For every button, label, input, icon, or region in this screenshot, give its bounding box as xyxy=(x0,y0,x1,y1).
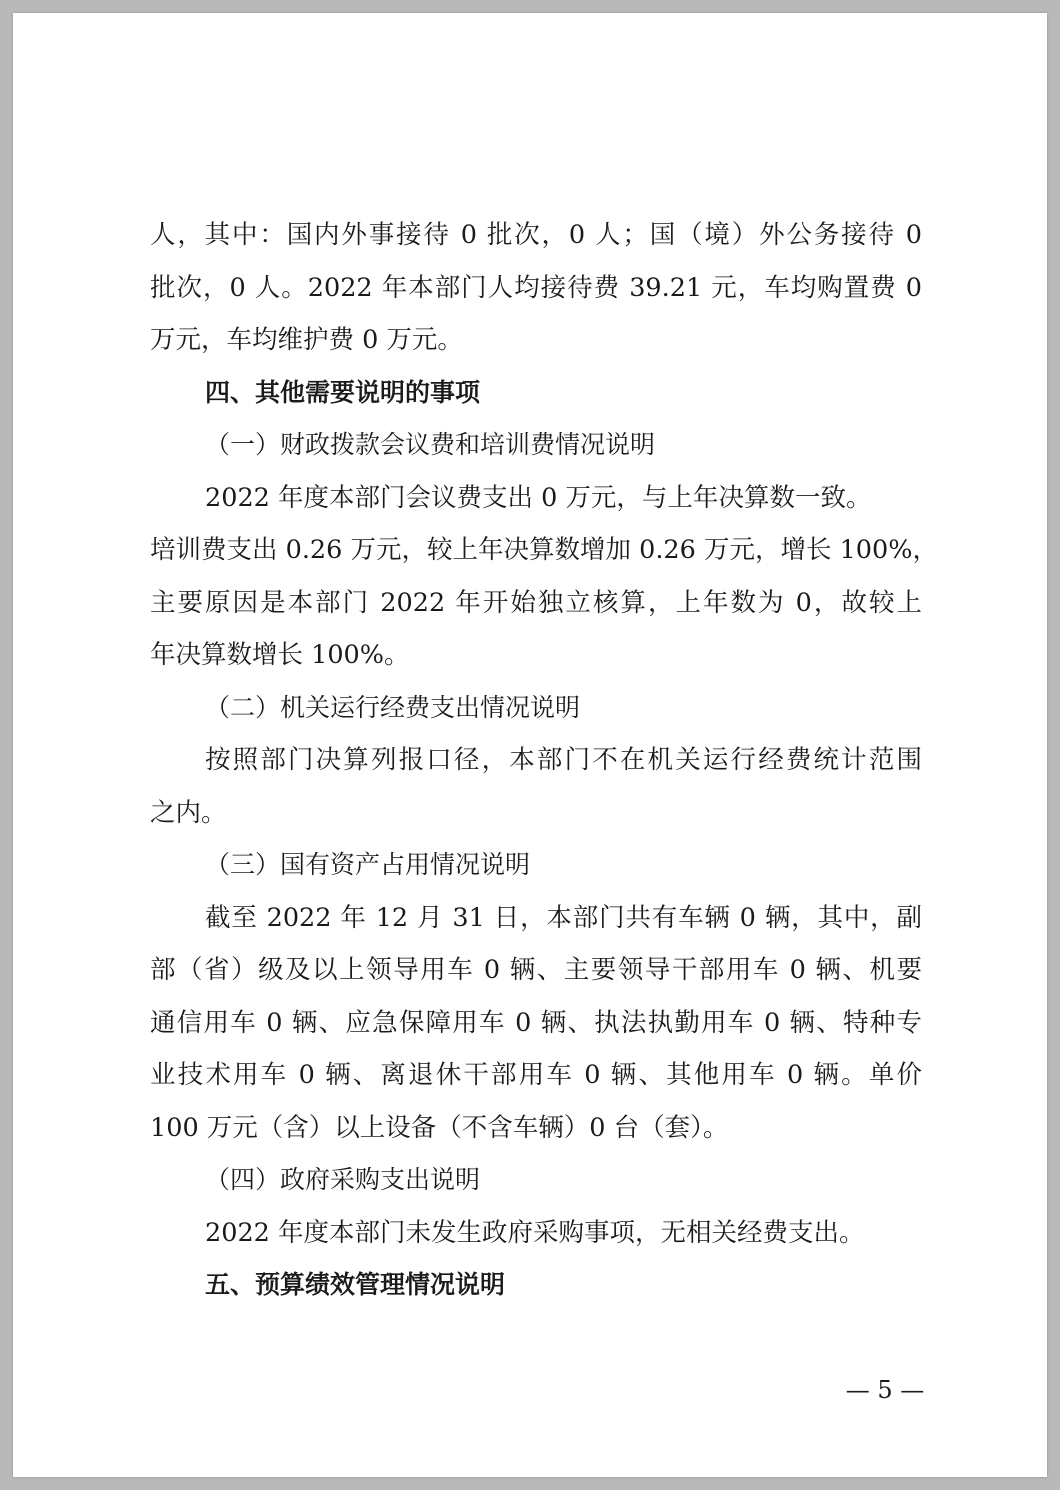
paragraph-line: 批次，0 人。2022 年本部门人均接待费 39.21 元，车均购置费 0 xyxy=(150,272,922,303)
page-number: — 5 — xyxy=(845,1376,925,1404)
paragraph-line: 2022 年度本部门会议费支出 0 万元，与上年决算数一致。 xyxy=(205,482,872,513)
paragraph-line: 主要原因是本部门 2022 年开始独立核算，上年数为 0，故较上 xyxy=(150,587,922,618)
paragraph-line: 培训费支出 0.26 万元，较上年决算数增加 0.26 万元，增长 100%， xyxy=(150,535,938,565)
paragraph-line: 业技术用车 0 辆、离退休干部用车 0 辆、其他用车 0 辆。单价 xyxy=(150,1060,922,1090)
subsection-heading: （二）机关运行经费支出情况说明 xyxy=(205,692,581,722)
paragraph-line: 部（省）级及以上领导用车 0 辆、主要领导干部用车 0 辆、机要 xyxy=(150,955,922,985)
subsection-heading: （三）国有资产占用情况说明 xyxy=(205,850,531,879)
paragraph-line: 通信用车 0 辆、应急保障用车 0 辆、执法执勤用车 0 辆、特种专 xyxy=(150,1007,922,1038)
paragraph-line: 截至 2022 年 12 月 31 日，本部门共有车辆 0 辆，其中，副 xyxy=(205,902,922,933)
subsection-heading: （一）财政拨款会议费和培训费情况说明 xyxy=(205,430,656,459)
paragraph-line: 年决算数增长 100%。 xyxy=(150,640,410,670)
document-body xyxy=(150,209,938,1312)
section-heading: 四、其他需要说明的事项 xyxy=(205,377,481,407)
subsection-heading: （四）政府采购支出说明 xyxy=(205,1165,481,1194)
paragraph-line: 按照部门决算列报口径，本部门不在机关运行经费统计范围 xyxy=(205,745,922,775)
paragraph-line: 之内。 xyxy=(150,797,227,828)
paragraph-line: 万元，车均维护费 0 万元。 xyxy=(150,325,463,355)
document-page xyxy=(13,13,1047,1477)
paragraph-line: 100 万元（含）以上设备（不含车辆）0 台（套）。 xyxy=(150,1112,729,1143)
paragraph-line: 人，其中：国内外事接待 0 批次，0 人；国（境）外公务接待 0 xyxy=(150,220,922,250)
section-heading: 五、预算绩效管理情况说明 xyxy=(205,1270,506,1299)
paragraph-line: 2022 年度本部门未发生政府采购事项，无相关经费支出。 xyxy=(205,1217,865,1248)
